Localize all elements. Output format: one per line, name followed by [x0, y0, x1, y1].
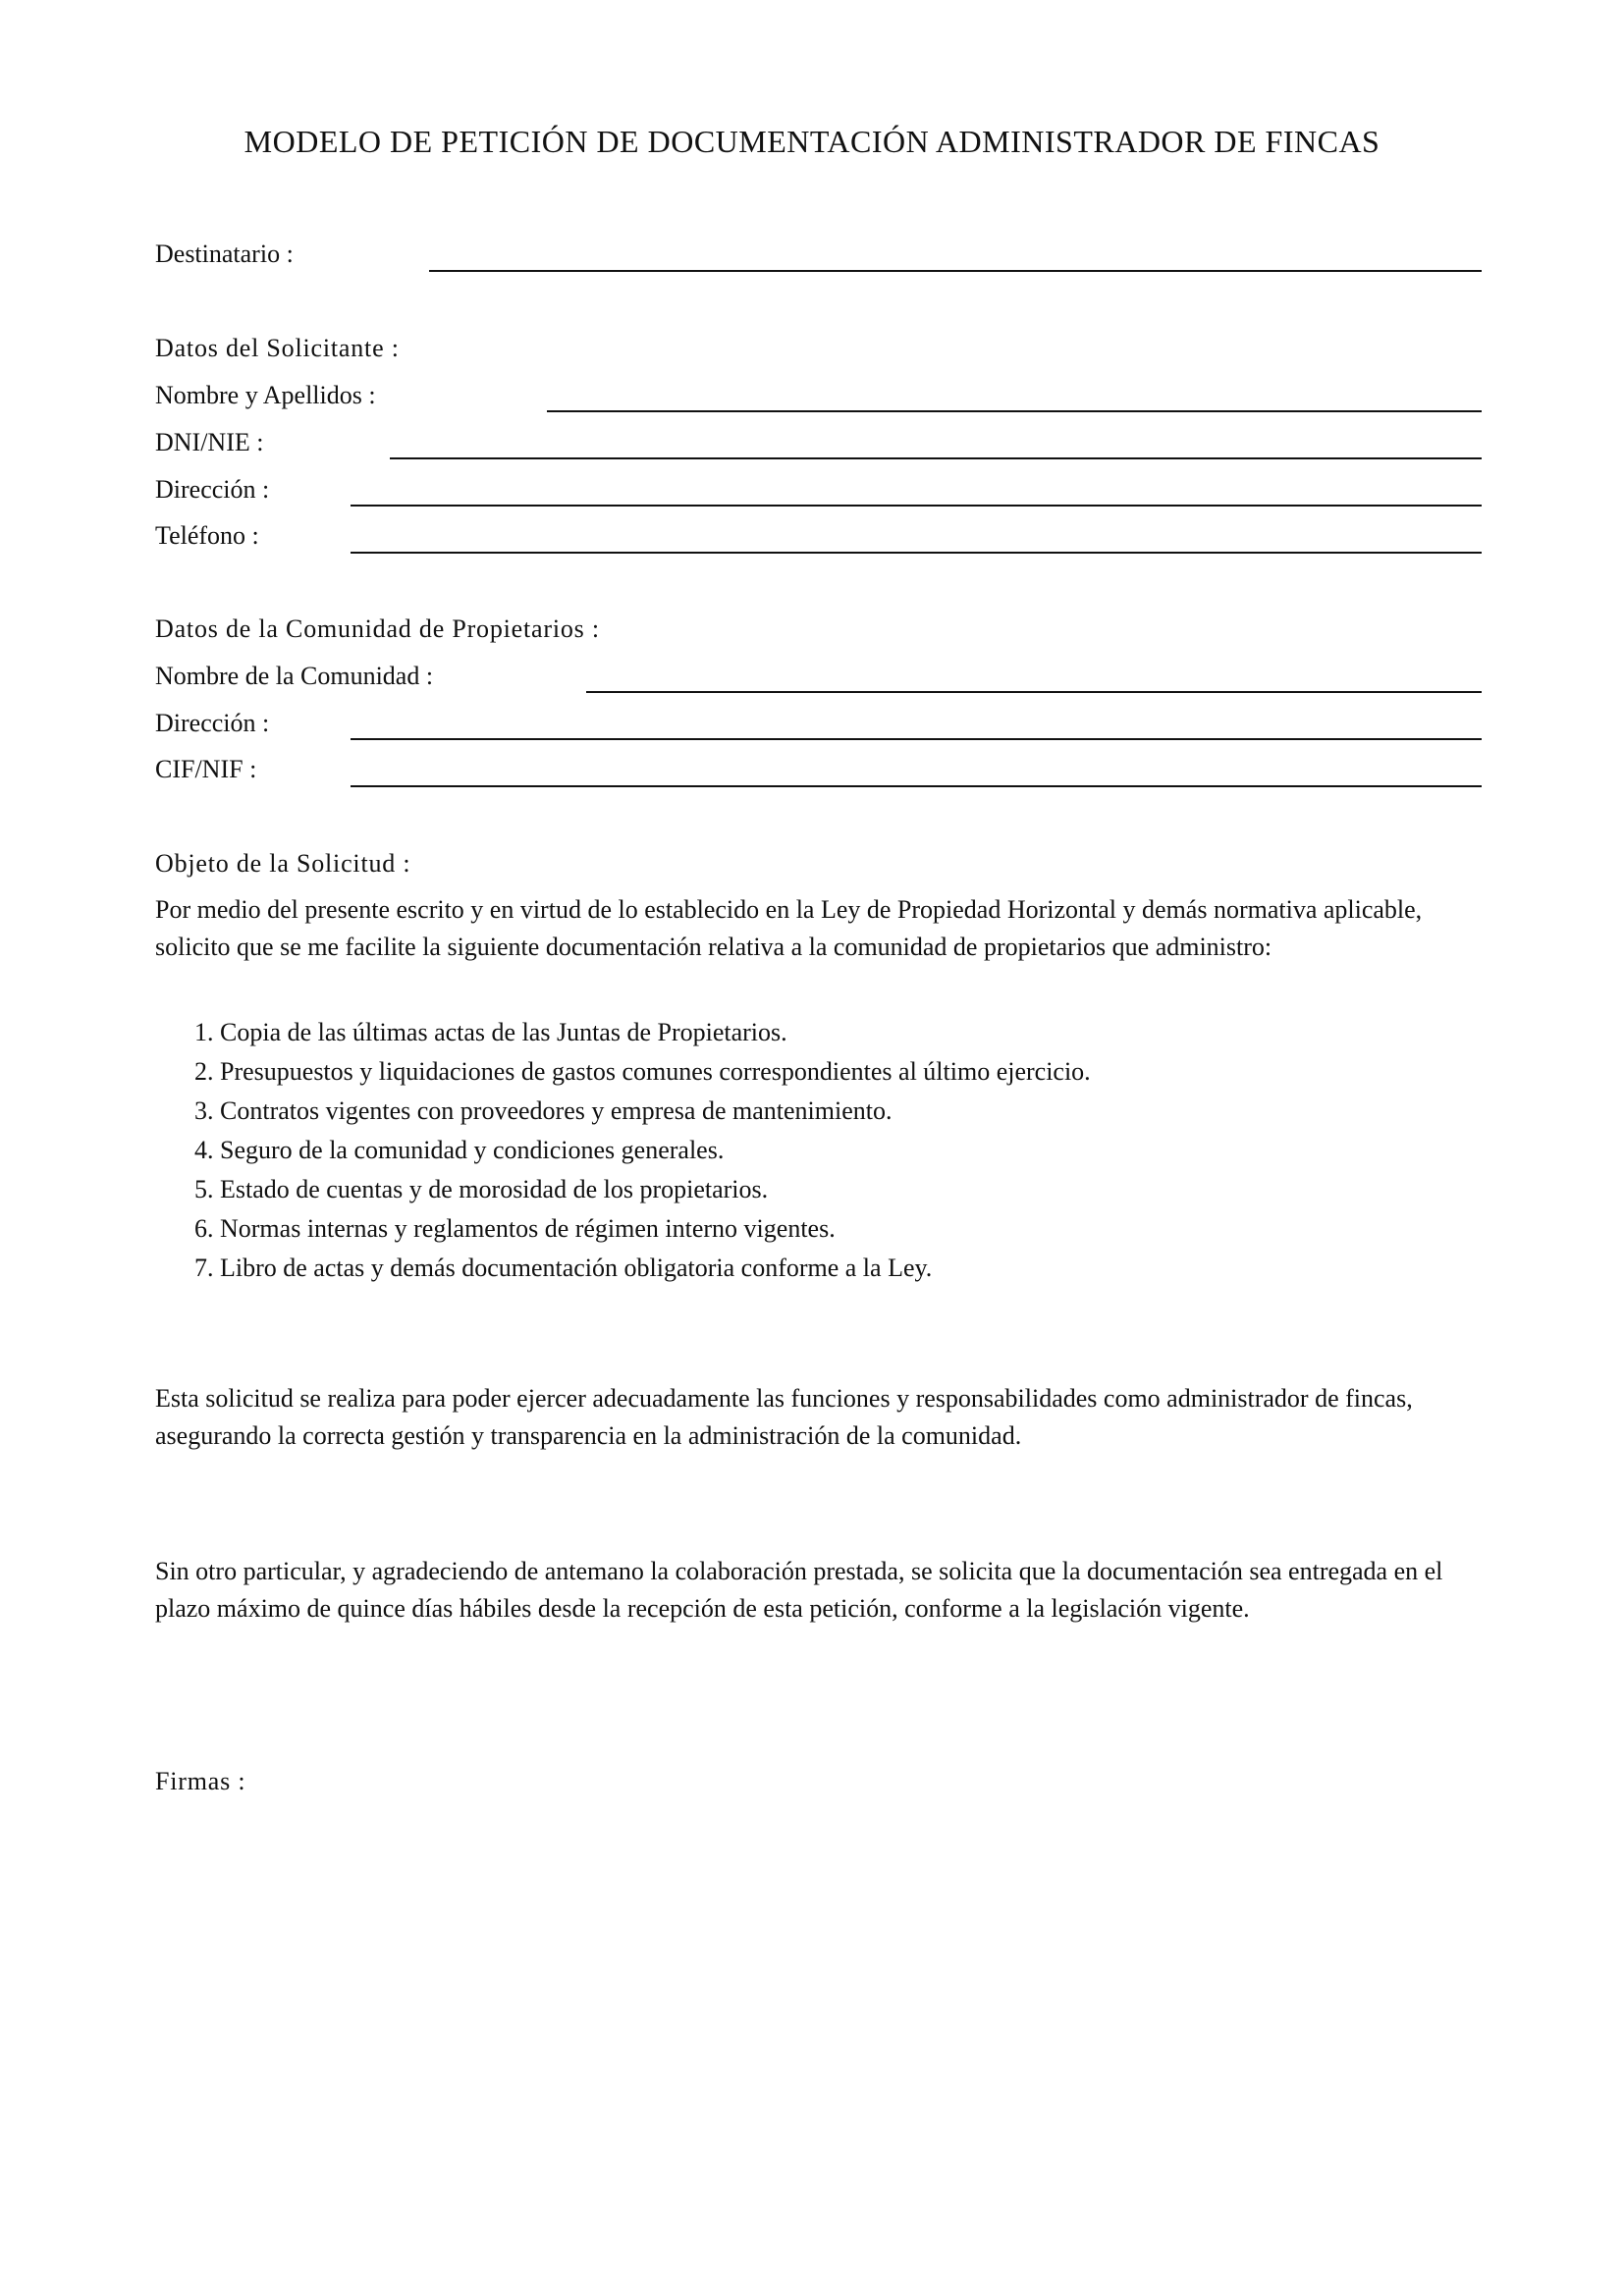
cif-nif-field-line[interactable]: [351, 785, 1482, 787]
comunidad-direccion-label: Dirección :: [155, 709, 270, 737]
documentacion-list: [194, 1013, 1091, 1288]
list-item: 2. Presupuestos y liquidaciones de gastos comunes correspondientes al último ejercicio.: [194, 1057, 1091, 1086]
destinatario-label: Destinatario :: [155, 240, 294, 268]
list-item: 5. Estado de cuentas y de morosidad de los propietarios.: [194, 1175, 769, 1203]
solicitante-direccion-field-line[interactable]: [351, 505, 1482, 507]
destinatario-field-line[interactable]: [429, 270, 1482, 272]
list-item: 6. Normas internas y reglamentos de régimen interno vigentes.: [194, 1214, 836, 1243]
list-item: 3. Contratos vigentes con proveedores y empresa de mantenimiento.: [194, 1096, 893, 1125]
comunidad-direccion-field-line[interactable]: [351, 738, 1482, 740]
closing-paragraph: Sin otro particular, y agradeciendo de antemano la colaboración prestada, se solicita que la documentación sea entregada en el plazo máximo de quince días hábiles desde la recepción de esta petición, conforme a la legislación vigente.: [155, 1557, 1443, 1623]
nombre-comunidad-label: Nombre de la Comunidad :: [155, 662, 434, 690]
solicitante-heading: Datos del Solicitante :: [155, 334, 400, 362]
list-item: 7. Libro de actas y demás documentación obligatoria conforme a la Ley.: [194, 1254, 933, 1282]
nombre-apellidos-field-line[interactable]: [547, 410, 1482, 412]
objeto-intro-paragraph: Por medio del presente escrito y en virtud de lo establecido en la Ley de Propiedad Horizontal y demás normativa aplicable, solicito que se me facilite la siguiente documentación relativa a la comunidad de propietarios que administro:: [155, 895, 1423, 961]
cif-nif-label: CIF/NIF :: [155, 755, 257, 783]
dni-nie-field-line[interactable]: [390, 457, 1482, 459]
firmas-label: Firmas :: [155, 1767, 246, 1795]
telefono-label: Teléfono :: [155, 521, 259, 550]
dni-nie-label: DNI/NIE :: [155, 428, 264, 456]
telefono-field-line[interactable]: [351, 552, 1482, 554]
list-item: 4. Seguro de la comunidad y condiciones generales.: [194, 1136, 725, 1164]
list-item: 1. Copia de las últimas actas de las Juntas de Propietarios.: [194, 1018, 787, 1046]
nombre-apellidos-label: Nombre y Apellidos :: [155, 381, 376, 409]
objeto-heading: Objeto de la Solicitud :: [155, 849, 411, 878]
document-title: MODELO DE PETICIÓN DE DOCUMENTACIÓN ADMINISTRADOR DE FINCAS: [244, 124, 1380, 159]
purpose-paragraph: Esta solicitud se realiza para poder ejercer adecuadamente las funciones y responsabilidades como administrador de fincas, asegurando la correcta gestión y transparencia en la administración de la comunidad.: [155, 1384, 1413, 1450]
comunidad-heading: Datos de la Comunidad de Propietarios :: [155, 614, 600, 643]
nombre-comunidad-field-line[interactable]: [586, 691, 1482, 693]
solicitante-direccion-label: Dirección :: [155, 475, 270, 504]
